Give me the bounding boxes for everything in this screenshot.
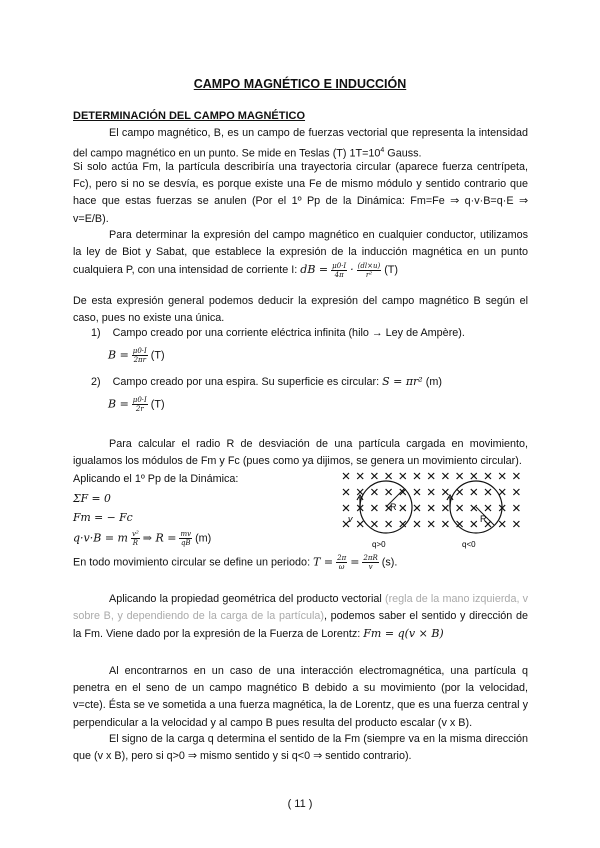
frac-numerator: μ0·I (332, 262, 347, 271)
biot-savart-text: Para determinar la expresión del campo magnético en cualquier conductor, utilizamos la ley de Biot y Sabat, que establece la expresión de la inducción magnética en un punto cualquiera P, con una intensidad de corriente I: (73, 229, 528, 277)
eq-lhs: q·v·B = m (73, 531, 128, 545)
field-cross (357, 473, 363, 479)
frac-numerator: v² (131, 530, 139, 538)
area-unit: (m) (425, 376, 442, 388)
field-cross (485, 505, 491, 511)
eq-unit: (m) (195, 532, 212, 545)
paragraph-charge-sign (73, 731, 528, 765)
frac-numerator: μ0·I (132, 347, 147, 355)
list-text: Campo creado por una corriente eléctrica infinita (hilo → Ley de Ampère). (112, 327, 465, 339)
field-crosses (343, 473, 519, 527)
field-cross (343, 505, 349, 511)
paragraph-lorentz (73, 591, 528, 644)
field-cross (357, 489, 363, 495)
field-cross (485, 489, 491, 495)
frac-denominator: 2r (135, 405, 144, 413)
dynamics-intro: Aplicando el 1º Pp de la Dinámica: (73, 473, 239, 485)
field-cross (400, 473, 406, 479)
eq-mid: ⇒ R = (142, 531, 177, 545)
period-line (73, 554, 397, 571)
field-cross (371, 473, 377, 479)
paragraph-general: De esta expresión general podemos deducir la expresión del campo magnético B según el caso, pues no existe una única. (73, 295, 528, 325)
equation-wire-field (108, 347, 165, 364)
frac-numerator: mv (180, 530, 192, 538)
lorentz-gray-note: (regla de la mano izquierda, v sobre B, y dependiendo de la carga de la partícula) (73, 593, 528, 623)
eq-fraction (179, 530, 192, 547)
biot-savart-unit: (T) (384, 264, 398, 277)
frac-numerator: (dl×u) (357, 262, 381, 271)
field-cross (442, 473, 448, 479)
list-number: 1) (91, 327, 101, 339)
field-cross (414, 489, 420, 495)
frac-denominator: v (368, 563, 373, 571)
field-cross (428, 489, 434, 495)
frac-numerator: μ0·I (132, 396, 147, 404)
field-cross (371, 521, 377, 527)
equation-radius (73, 530, 211, 547)
lorentz-text-end: , podemos saber el sentido y dirección de la Fm. Viene dado por la expresión de la Fuerza de Lorentz: (73, 610, 528, 641)
paragraph-trajectory: Si solo actúa Fm, la partícula describiría una trayectoria circular (aparece fuerza centrípeta, Fc), pero si no se desvía, es porque existe una Fe de mismo módulo y sentido contrario que hace que estas fuerzas se anulen (Por el 1º Pp de la Dinámica: Fm=Fe ⇒ q·v·B=q·E ⇒ v=E/B). (73, 161, 528, 225)
charge-sign-text: El signo de la carga q determina el sentido de la Fm (siempre va en la misma dirección que (v x B), pero si q>0 ⇒ mismo sentido y si q<0 ⇒ sentido contrario). (73, 733, 528, 763)
intro-text: El campo magnético, B, es un campo de fuerzas vectorial que representa la intensidad del campo magnético en un punto. Se mide en Teslas (T) 1T=10 (73, 127, 528, 160)
field-cross (428, 473, 434, 479)
field-cross (513, 489, 519, 495)
paragraph-intro (73, 125, 528, 163)
eq-lhs: B = (108, 397, 129, 411)
field-cross (400, 505, 406, 511)
field-cross (428, 521, 434, 527)
frac-denominator: qB (180, 539, 191, 547)
field-cross (471, 473, 477, 479)
radius-text: Para calcular el radio R de desviación de una partícula cargada en movimiento, igualamos los módulos de Fm y Fc (pues como ya dijimos, se genera un movimiento circular). (73, 438, 528, 468)
list-item-2 (91, 375, 442, 388)
field-cross (471, 521, 477, 527)
field-cross (371, 489, 377, 495)
frac-denominator: R (132, 539, 138, 547)
field-cross (414, 521, 420, 527)
equation-fm-fc: Fm = − Fc (73, 511, 133, 524)
radius-label-left: R (390, 502, 397, 512)
field-cross (386, 489, 392, 495)
list-number: 2) (91, 376, 101, 388)
lorentz-formula: Fm = q(v × B) (363, 627, 444, 641)
field-cross (442, 521, 448, 527)
page-title: CAMPO MAGNÉTICO E INDUCCIÓN (193, 77, 407, 91)
interaction-text: Al encontrarnos en un caso de una interacción electromagnética, una partícula q penetra en el seno de un campo magnético B debido a su movimiento (por la velocidad, v=cte). Ésta se ve sometida a una fuerza magnética, la de Lorentz, que es una fuerza central y perpendicular a la velocidad y al campo B pues resulta del producto escalar (v x B). (73, 665, 528, 729)
period-fraction-1 (336, 554, 347, 571)
charge-label-negative: q<0 (462, 540, 476, 549)
field-cross (386, 473, 392, 479)
field-cross (499, 521, 505, 527)
field-cross (513, 521, 519, 527)
paragraph-radius (73, 436, 528, 470)
biot-savart-fraction-1 (331, 262, 347, 279)
field-cross (457, 489, 463, 495)
period-eq: = (350, 555, 360, 569)
field-cross (386, 521, 392, 527)
paragraph-biot-savart: Para determinar la expresión del campo magnético en cualquier conductor, utilizamos la ley de Biot y Sabat, que establece la expresión de la inducción magnética en un punto cualquiera P, con una intensidad de corriente I: dB = $\frac{\mu 0\cdot I}{4\pi}$ · $\frac{(dl\times u)}{\text{r²}}$ (T) (73, 229, 528, 280)
field-cross (499, 489, 505, 495)
field-cross (343, 473, 349, 479)
velocity-label: v (348, 514, 353, 524)
eq-lhs: B = (108, 348, 129, 362)
period-fraction-2 (362, 554, 378, 571)
field-cross (457, 505, 463, 511)
intro-text-end: Gauss. (384, 147, 422, 160)
section-heading: DETERMINACIÓN DEL CAMPO MAGNÉTICO (73, 110, 306, 122)
frac-denominator: r² (365, 271, 372, 280)
list-item-1 (91, 327, 465, 339)
field-cross (414, 505, 420, 511)
period-text: En todo movimiento circular se define un periodo: (73, 556, 311, 569)
eq-fraction (132, 347, 148, 364)
field-cross (471, 505, 477, 511)
eq-unit: (T) (150, 349, 165, 362)
list-text: Campo creado por una espira. Su superficie es circular: (112, 376, 380, 388)
field-cross (442, 489, 448, 495)
field-cross (442, 505, 448, 511)
area-formula: S = πr² (382, 375, 423, 388)
field-cross (371, 505, 377, 511)
period-unit: (s). (381, 556, 398, 569)
field-cross (513, 473, 519, 479)
page-number: ( 11 ) (287, 798, 313, 810)
field-cross (428, 505, 434, 511)
frac-numerator: 2πR (363, 554, 378, 562)
field-cross (343, 489, 349, 495)
paragraph-interaction (73, 663, 528, 732)
eq-fraction (132, 396, 148, 413)
frac-denominator: 2πr (133, 356, 146, 364)
eq-fraction (131, 530, 140, 547)
magnetic-field-diagram (338, 467, 524, 555)
field-cross (357, 521, 363, 527)
biot-savart-lhs: dB = (300, 263, 329, 277)
frac-denominator: ω (338, 563, 345, 571)
intro-exponent: 4 (380, 147, 385, 155)
frac-denominator: 4π (334, 271, 344, 280)
field-cross (414, 473, 420, 479)
radius-label-right: R (480, 514, 487, 524)
period-lhs: T = (313, 555, 334, 569)
frac-numerator: 2π (337, 554, 347, 562)
field-cross (499, 473, 505, 479)
field-cross (457, 473, 463, 479)
equation-loop-field (108, 396, 165, 413)
eq-unit: (T) (150, 398, 165, 411)
lorentz-text: Aplicando la propiedad geométrica del producto vectorial (109, 593, 382, 605)
charge-label-positive: q>0 (372, 540, 386, 549)
field-cross (485, 473, 491, 479)
equation-sum-forces: ΣF = 0 (73, 492, 111, 505)
biot-savart-fraction-2 (357, 262, 382, 279)
field-cross (513, 505, 519, 511)
field-cross (471, 489, 477, 495)
